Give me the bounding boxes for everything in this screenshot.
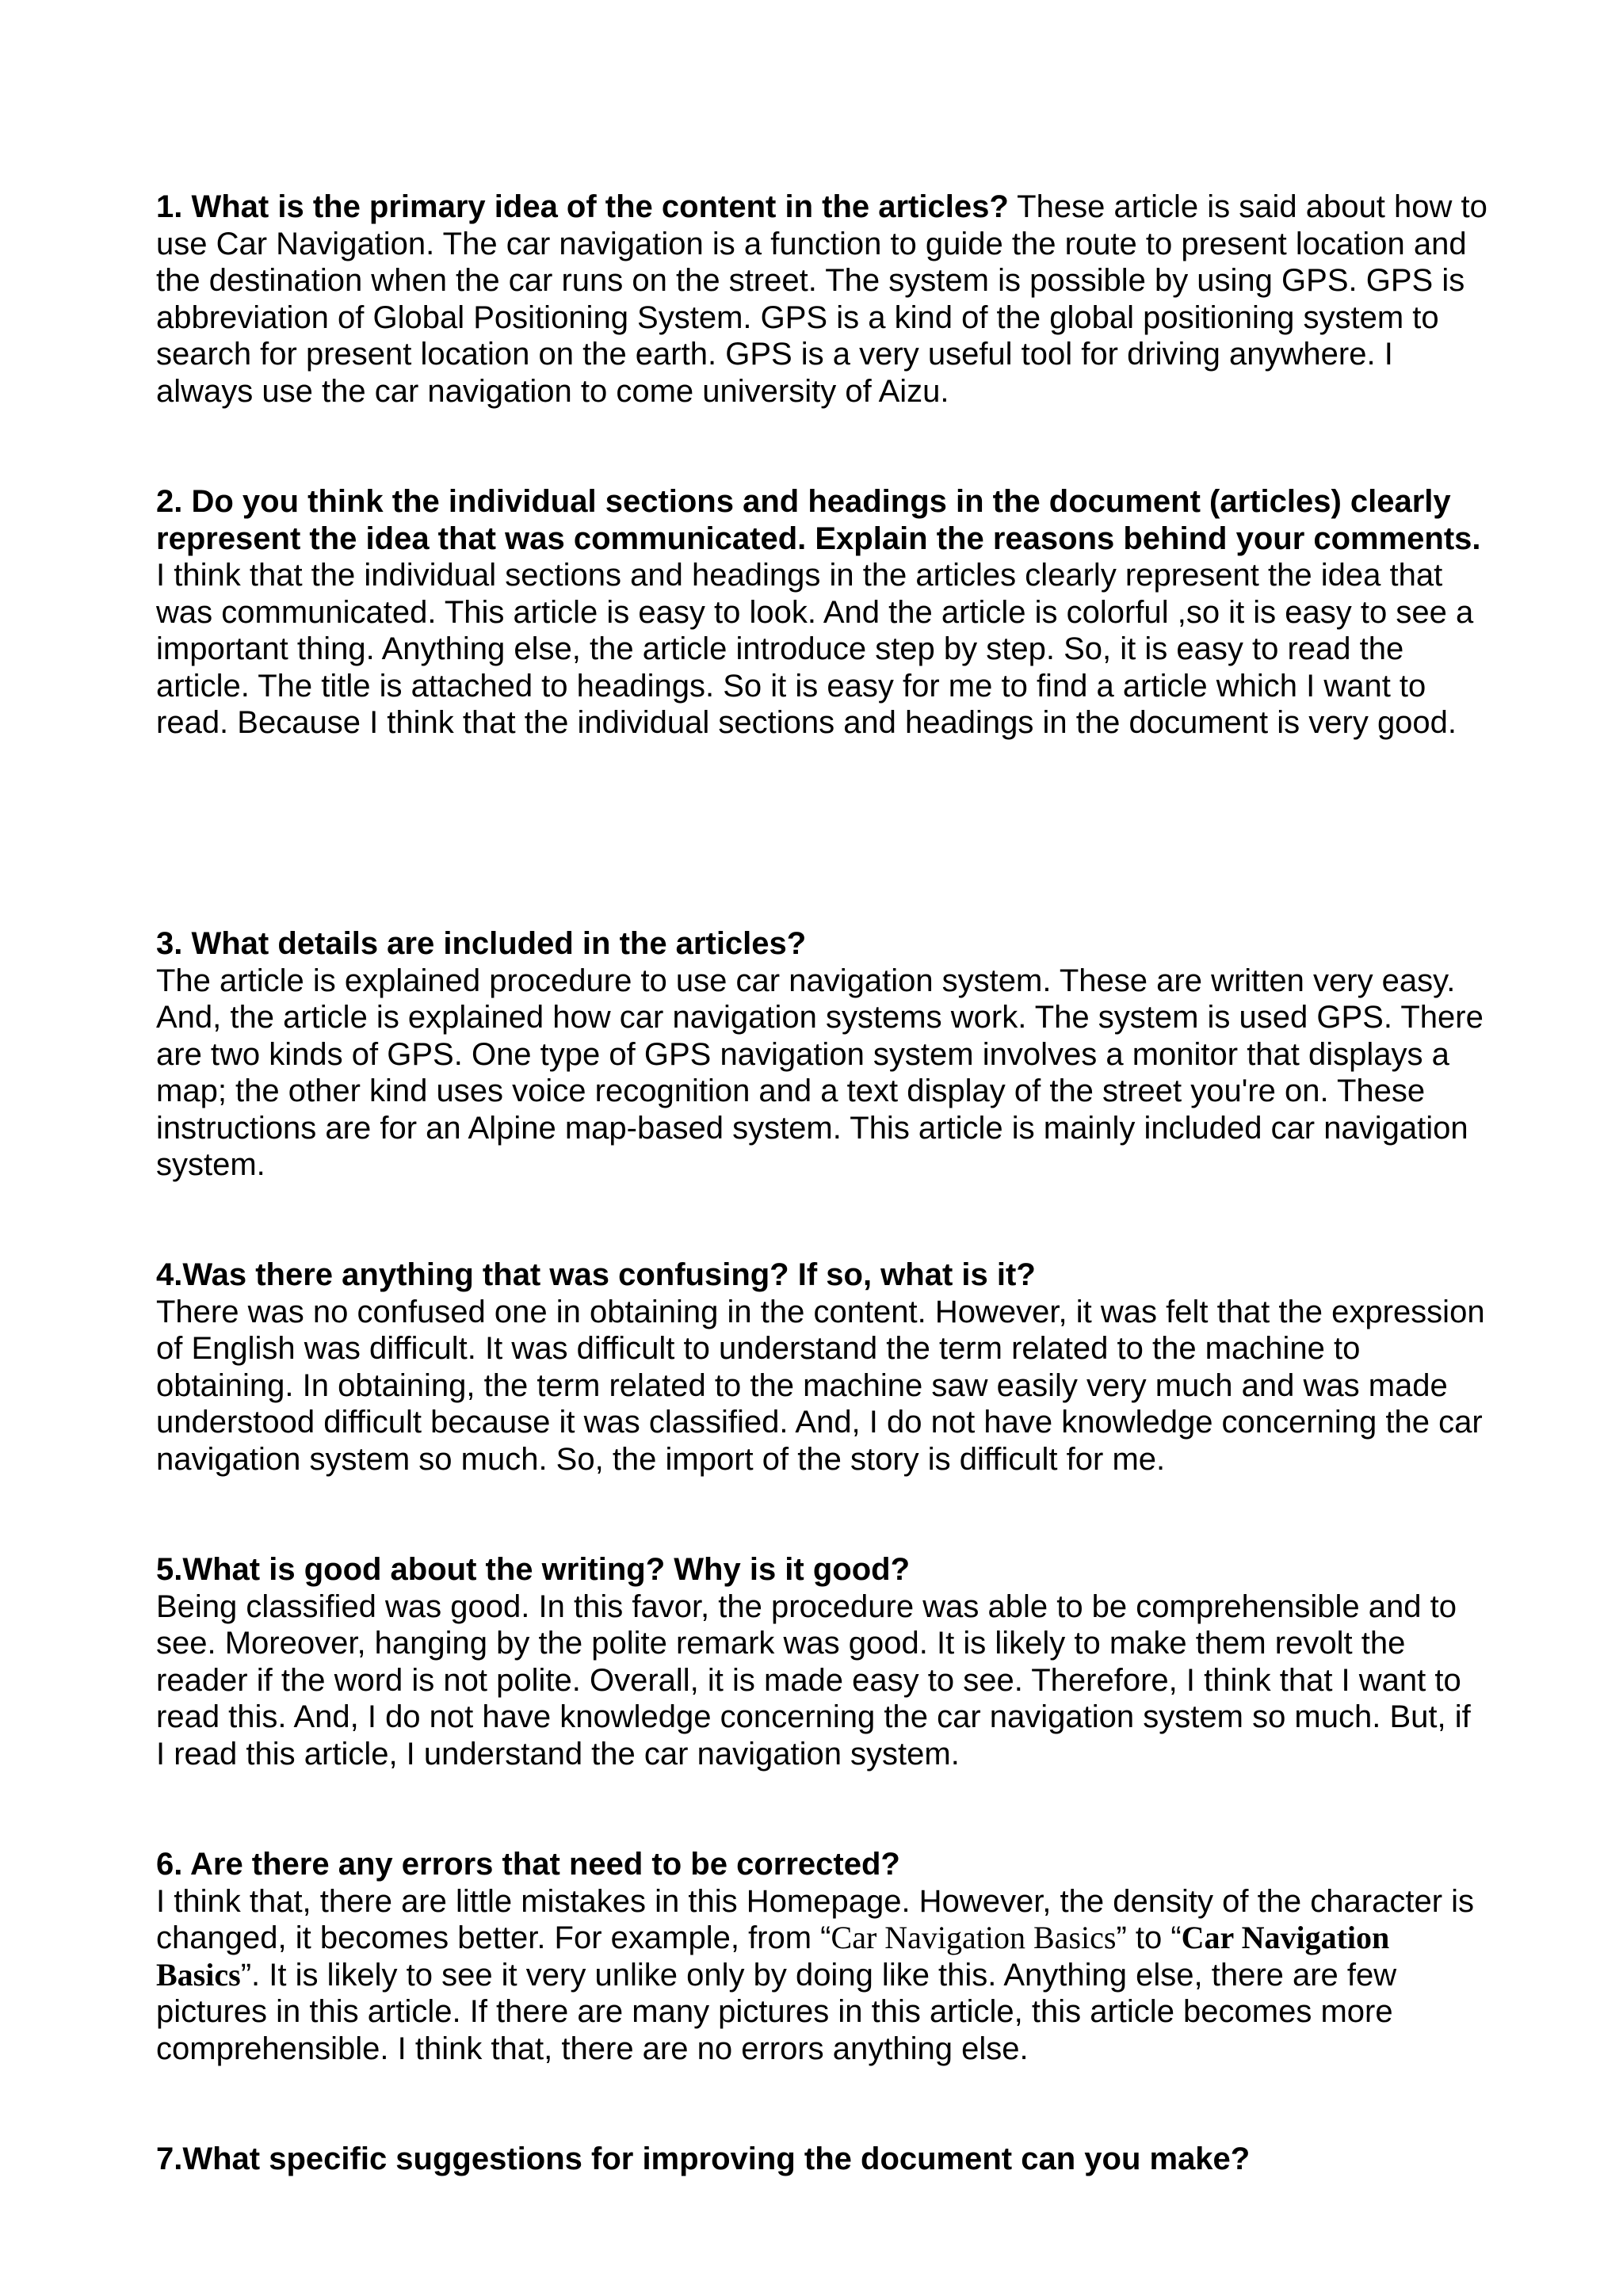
answer-6-part2: ” to “ [1116,1920,1182,1955]
section-1-paragraph [156,189,1487,410]
answer-4: There was no confused one in obtaining in the content. However, it was felt that the expression of English was difficult. It was difficult to understand the term related to the machine to obtaining. In obtaining, the term related to the machine saw easily very much and was made understood difficult because it was classified. And, I do not have knowledge concerning the car navigation system so much. So, the import of the story is difficult for me. [156,1294,1485,1477]
question-3: 3. What details are included in the articles? [156,926,807,961]
question-1: 1. What is the primary idea of the content in the articles? [156,189,1009,224]
document-page [156,189,1487,2178]
answer-5: Being classified was good. In this favor, the procedure was able to be comprehensible and to see. Moreover, hanging by the polite remark was good. It is likely to make them revolt the reader if the word is not polite. Overall, it is made easy to see. Therefore, I think that I want to read this. And, I do not have knowledge concerning the car navigation system so much. But, if I read this article, I understand the car navigation system. [156,1589,1471,1772]
section-6 [156,1846,1487,2067]
question-4: 4.Was there anything that was confusing? If so, what is it? [156,1257,1036,1292]
question-5: 5.What is good about the writing? Why is it good? [156,1552,911,1587]
example-bold-title: Car Navigation Basics [156,1920,1390,1993]
answer-2: I think that the individual sections and headings in the articles clearly represent the idea that was communicated. This article is easy to look. And the article is colorful ,so it is easy to see a important thing. Anything else, the article introduce step by step. So, it is easy to read the article. The title is attached to headings. So it is easy for me to find a article which I want to read. Because I think that the individual sections and headings in the document is very good. [156,558,1474,740]
answer-6-part3: ”. It is likely to see it very unlike only by doing like this. Anything else, there are few pictures in this article. If there are many pictures in this article, this article becomes more comprehensible. I think that, there are no errors anything else. [156,1957,1397,2066]
answer-3: The article is explained procedure to use car navigation system. These are written very easy. And, the article is explained how car navigation systems work. The system is used GPS. There are two kinds of GPS. One type of GPS navigation system involves a monitor that displays a map; the other kind uses voice recognition and a text display of the street you're on. These instructions are for an Alpine map-based system. This article is mainly included car navigation system. [156,963,1484,1182]
question-2: 2. Do you think the individual sections and headings in the document (articles) clearly represent the idea that was communicated. Explain the reasons behind your comments. [156,484,1481,556]
answer-6 [156,1883,1487,2068]
section-7 [156,2141,1487,2178]
answer-6-part1: I think that, there are little mistakes in this Homepage. However, the density of the character is changed, it becomes better. For example, from “ [156,1883,1475,1955]
answer-1: These article is said about how to use Car Navigation. The car navigation is a function to guide the route to present location and the destination when the car runs on the street. The system is possible by using GPS. GPS is abbreviation of Global Positioning System. GPS is a kind of the global positioning system to search for present location on the earth. GPS is a very useful tool for driving anywhere. I always use the car navigation to come university of Aizu. [156,189,1487,409]
question-7: 7.What specific suggestions for improving the document can you make? [156,2142,1251,2176]
section-3 [156,925,1487,1183]
section-4 [156,1257,1487,1514]
question-6: 6. Are there any errors that need to be corrected? [156,1847,900,1882]
section-2 [156,483,1487,852]
example-regular-title: Car Navigation Basics [831,1920,1117,1955]
section-1 [156,189,1487,410]
section-5 [156,1551,1487,1772]
